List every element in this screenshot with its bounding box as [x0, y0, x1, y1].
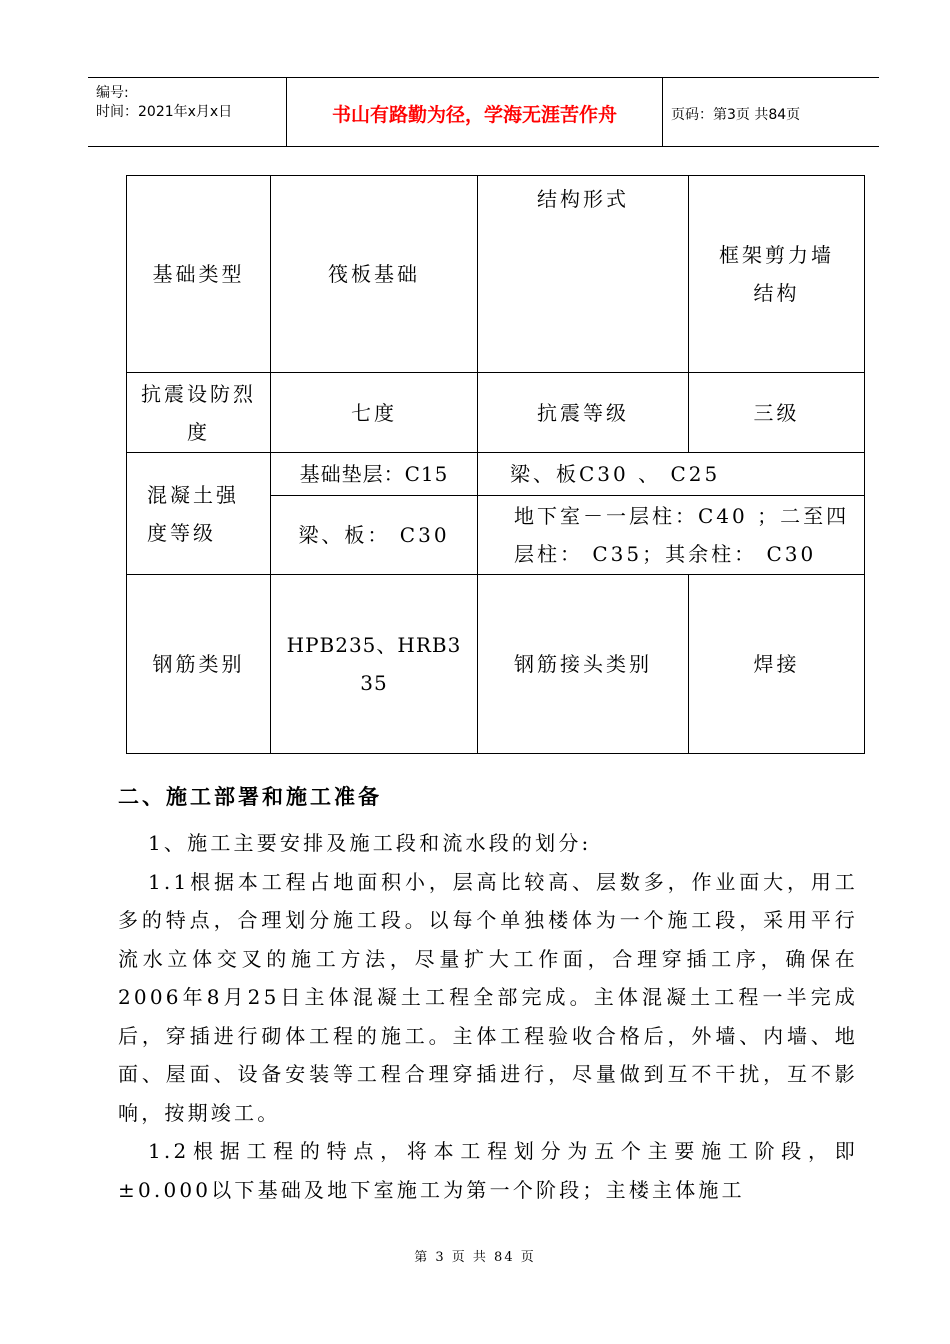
table-cell: 结构形式: [478, 176, 689, 373]
table-cell: 抗震等级: [478, 373, 689, 453]
table-cell: 混凝土强度等级: [127, 453, 271, 575]
table-cell: 框架剪力墙结构: [689, 176, 865, 373]
table-cell: 梁、板： C30: [271, 496, 478, 575]
header-meta: [96, 84, 232, 122]
page-header: [88, 77, 879, 147]
header-page-info: 页码：第3页 共84页: [671, 107, 801, 123]
table-cell: HPB235、HRB335: [271, 575, 478, 754]
table-cell: 七度: [271, 373, 478, 453]
paragraph: 1.1根据本工程占地面积小，层高比较高、层数多，作业面大，用工多的特点，合理划分施工段。以每个单独楼体为一个施工段，采用平行流水立体交叉的施工方法，尽量扩大工作面，合理穿插工序，确保在2006年8月25日主体混凝土工程全部完成。主体混凝土工程一半完成后，穿插进行砌体工程的施工。主体工程验收合格后，外墙、内墙、地面、屋面、设备安装等工程合理穿插进行，尽量做到互不干扰，互不影响，按期竣工。: [118, 869, 858, 1125]
header-motto: 书山有路勤为径，学海无涯苦作舟: [331, 104, 617, 126]
paragraph: 1.2根据工程的特点，将本工程划分为五个主要施工阶段，即±0.000以下基础及地下室施工为第一个阶段；主楼主体施工: [118, 1139, 858, 1202]
table-cell: 基础垫层：C15: [271, 453, 478, 496]
table-cell: 地下室－一层柱：C40 ；二至四层柱： C35；其余柱： C30: [478, 496, 865, 575]
table-cell: 抗震设防烈度: [127, 373, 271, 453]
table-row: [127, 373, 865, 453]
project-info-table: [126, 175, 865, 754]
section-heading: 二、施工部署和施工准备: [118, 784, 382, 809]
table-cell: 筏板基础: [271, 176, 478, 373]
page-footer: 第 3 页 共 84 页: [414, 1250, 536, 1265]
header-divider: [662, 78, 663, 146]
table-cell: 三级: [689, 373, 865, 453]
table-row: [127, 176, 865, 373]
table-cell: 钢筋接头类别: [478, 575, 689, 754]
time-label: 时间：2021年x月x日: [96, 104, 233, 120]
code-label: 编号:: [96, 85, 129, 101]
table-row: [127, 453, 865, 496]
table-cell: 基础类型: [127, 176, 271, 373]
table-row: [127, 575, 865, 754]
table-cell: 焊接: [689, 575, 865, 754]
table-cell: 钢筋类别: [127, 575, 271, 754]
document-body: [118, 780, 858, 1209]
paragraph: 1、施工主要安排及施工段和流水段的划分:: [148, 831, 592, 855]
table-cell: 梁、板C30 、 C25: [478, 453, 865, 496]
